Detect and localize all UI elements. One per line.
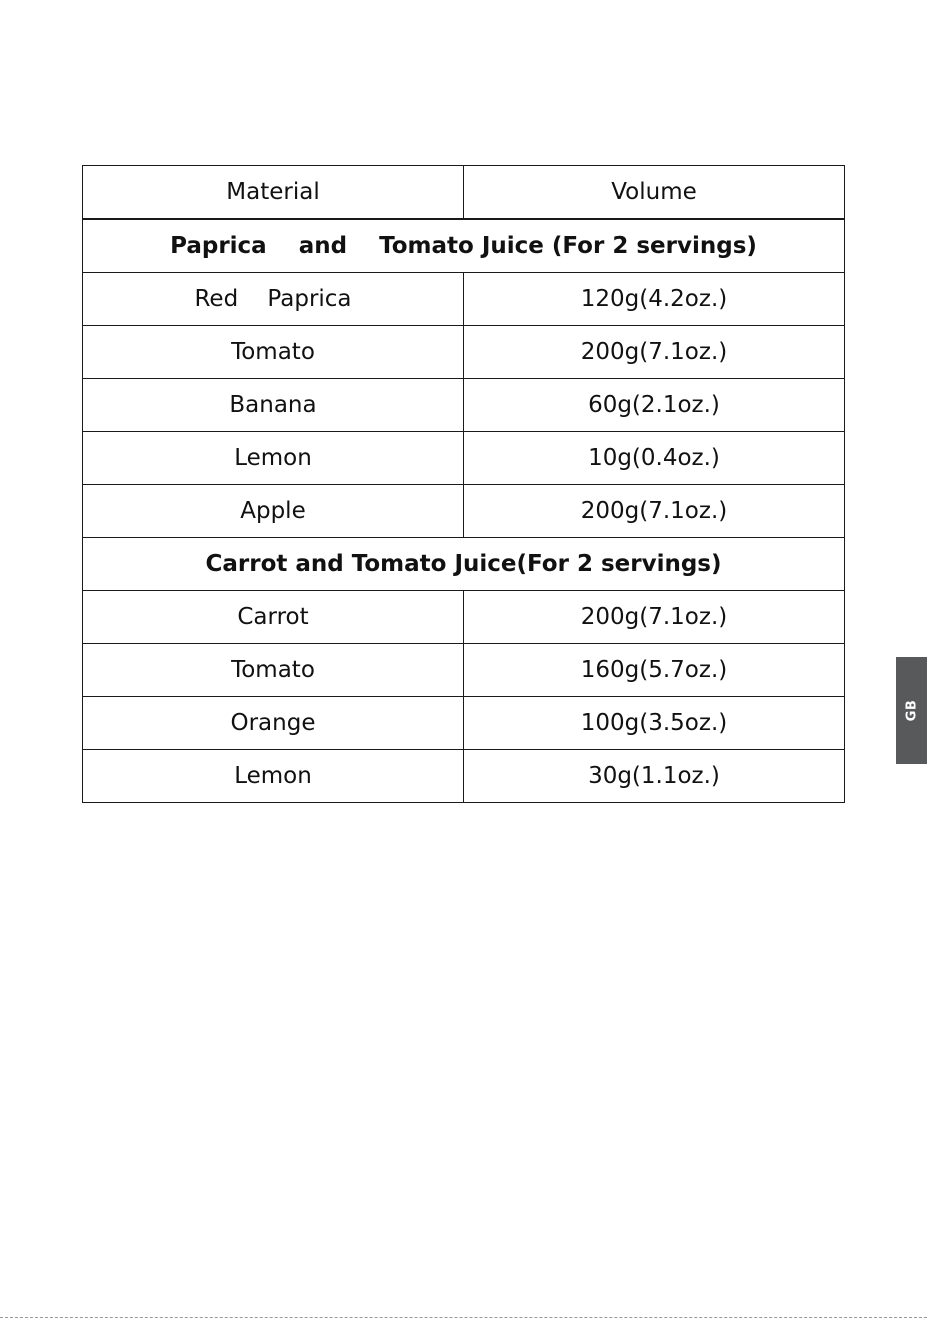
material-cell: Orange [83, 697, 464, 750]
material-cell: Lemon [83, 432, 464, 485]
volume-cell: 60g(2.1oz.) [464, 379, 845, 432]
recipe-table [82, 165, 845, 803]
volume-cell: 160g(5.7oz.) [464, 644, 845, 697]
volume-cell: 200g(7.1oz.) [464, 326, 845, 379]
section-title: Carrot and Tomato Juice(For 2 servings) [83, 538, 845, 591]
table-row [83, 644, 845, 697]
section-title: Paprica and Tomato Juice (For 2 servings) [83, 219, 845, 273]
volume-cell: 120g(4.2oz.) [464, 273, 845, 326]
table-header-row [83, 166, 845, 220]
section-title-row [83, 538, 845, 591]
table-row [83, 591, 845, 644]
table-row [83, 379, 845, 432]
material-cell: Banana [83, 379, 464, 432]
language-tab-label: GB [904, 699, 919, 722]
table-row [83, 485, 845, 538]
volume-cell: 100g(3.5oz.) [464, 697, 845, 750]
section-title-row [83, 219, 845, 273]
table-row [83, 697, 845, 750]
material-cell: Tomato [83, 326, 464, 379]
table-row [83, 750, 845, 803]
volume-cell: 200g(7.1oz.) [464, 485, 845, 538]
volume-cell: 200g(7.1oz.) [464, 591, 845, 644]
language-tab [896, 657, 927, 764]
material-cell: Carrot [83, 591, 464, 644]
material-cell: Lemon [83, 750, 464, 803]
table-row [83, 273, 845, 326]
material-cell: Red Paprica [83, 273, 464, 326]
table-row [83, 432, 845, 485]
volume-header: Volume [464, 166, 845, 220]
material-cell: Tomato [83, 644, 464, 697]
material-header: Material [83, 166, 464, 220]
material-cell: Apple [83, 485, 464, 538]
volume-cell: 10g(0.4oz.) [464, 432, 845, 485]
volume-cell: 30g(1.1oz.) [464, 750, 845, 803]
table-row [83, 326, 845, 379]
